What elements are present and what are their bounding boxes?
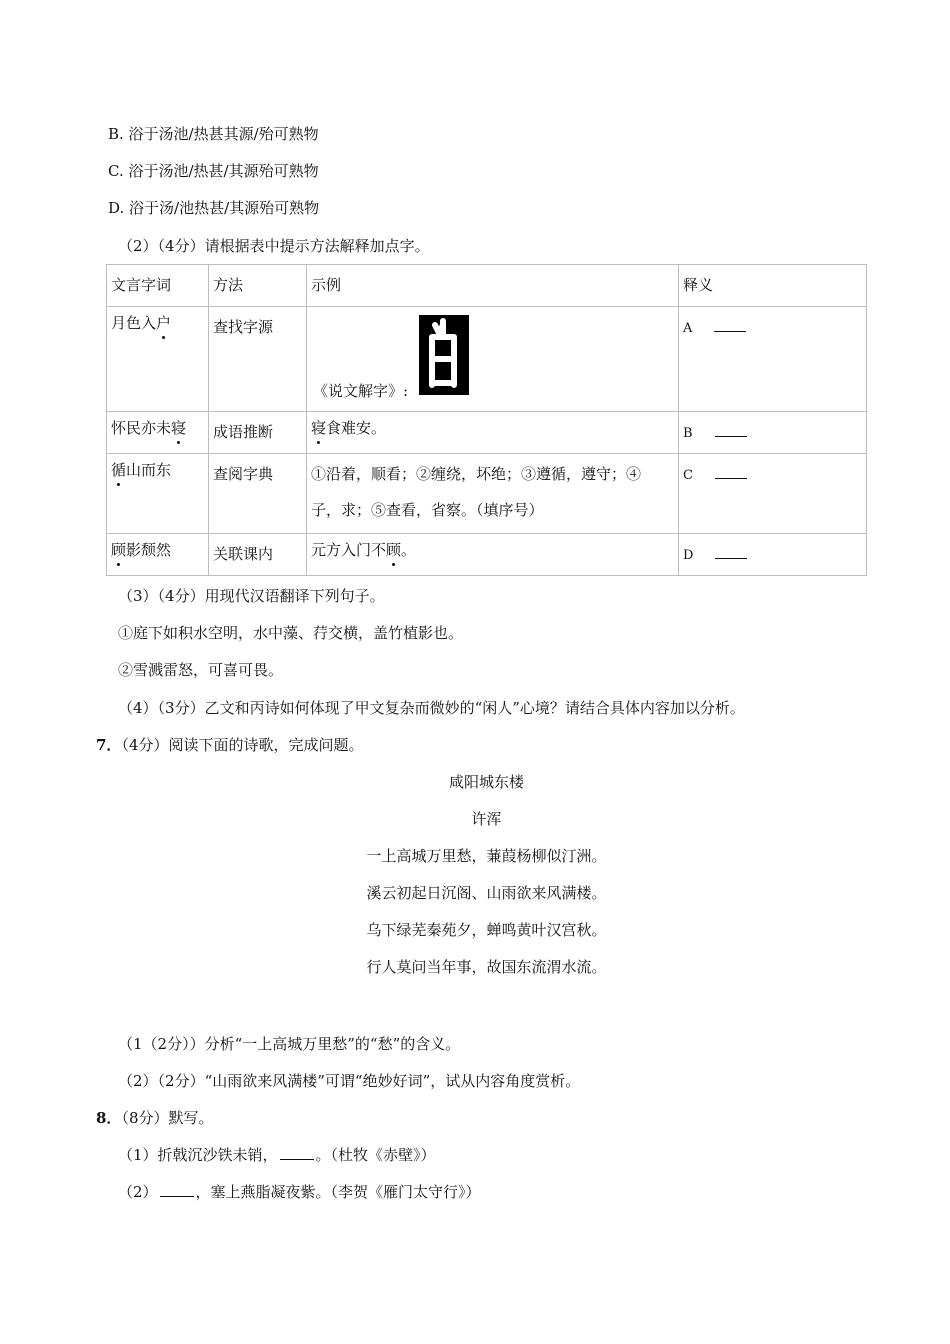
table-row [107, 307, 867, 412]
answer-blank-b [715, 424, 747, 437]
poem-line: 行人莫问当年事，故国东流渭水流。 [366, 958, 607, 976]
answer-blank-d [715, 546, 747, 559]
word-cell: 循山而东 [107, 454, 209, 534]
explanation-table [106, 264, 867, 576]
answer-blank-a [714, 319, 746, 332]
q8-sub1: （1）折戟沉沙铁未销， 。（杜牧《赤壁》） [118, 1146, 436, 1164]
table-row [107, 534, 867, 576]
table-row [107, 454, 867, 534]
example-cell [307, 307, 679, 412]
header-cell: 释义 [679, 265, 867, 307]
dotted-char: 寝 [311, 419, 327, 437]
option-d: D. 浴于汤/池热甚/其源殆可熟物 [108, 199, 320, 217]
dotted-char: 顾 [111, 541, 127, 559]
translate-sentence-1: ①庭下如积水空明，水中藻、荇交横，盖竹植影也。 [118, 624, 464, 642]
table-row [107, 412, 867, 454]
q7-sub2: （2）（2分）“山雨欲来风满楼”可谓“绝妙好词”，试从内容角度赏析。 [118, 1072, 581, 1090]
poem-title: 咸阳城东楼 [448, 773, 524, 791]
question-7: 7．（4分）阅读下面的诗歌，完成问题。 [96, 736, 364, 754]
option-c: C. 浴于汤池/热甚/其源殆可熟物 [108, 162, 319, 180]
poem-author: 许浑 [471, 810, 502, 828]
answer-cell: C [679, 454, 867, 534]
q6-part4-prompt: （4）（3分）乙文和丙诗如何体现了甲文复杂而微妙的“闲人”心境？请结合具体内容加以分析。 [118, 699, 745, 717]
poem-line: 一上高城万里愁，蒹葭杨柳似汀洲。 [366, 847, 607, 865]
fill-blank[interactable] [280, 1145, 314, 1160]
poem-line: 溪云初起日沉阁、山雨欲来风满楼。 [366, 884, 607, 902]
q6-part3-prompt: （3）（4分）用现代汉语翻译下列句子。 [118, 587, 385, 605]
dotted-char: 户 [156, 314, 172, 332]
q8-sub2: （2） ，塞上燕脂凝夜紫。（李贺《雁门太守行》） [118, 1183, 481, 1201]
example-cell: ①沿着，顺看；②缠绕，坏绝；③遵循，遵守；④ 子，求；⑤查看，省察。（填序号） [307, 454, 679, 534]
q6-part2-prompt: （2）（4分）请根据表中提示方法解释加点字。 [118, 237, 430, 255]
translate-sentence-2: ②雪溅雷怒，可喜可畏。 [118, 661, 284, 679]
option-b: B. 浴于汤池/热甚其源/殆可熟物 [108, 125, 319, 143]
table-header-row [107, 265, 867, 307]
example-cell: 元方入门不顾。 [307, 534, 679, 576]
header-cell: 示例 [307, 265, 679, 307]
word-cell: 月色入户 [107, 307, 209, 412]
word-cell: 怀民亦未寝 [107, 412, 209, 454]
poem-line: 乌下绿芜秦苑夕，蝉鸣黄叶汉宫秋。 [366, 921, 607, 939]
example-cell: 寝食难安。 [307, 412, 679, 454]
q7-sub1: （1（2分））分析“一上高城万里愁”的“愁”的含义。 [118, 1035, 461, 1053]
example-source: 《说文解字》: [313, 382, 409, 400]
method-cell: 查阅字典 [209, 454, 307, 534]
answer-blank-c [715, 466, 747, 479]
dotted-char: 寝 [171, 419, 187, 437]
method-cell: 查找字源 [209, 307, 307, 412]
dotted-char: 顾 [386, 541, 402, 559]
ancient-seal-character-icon [419, 315, 469, 395]
question-8: 8．（8分）默写。 [96, 1109, 214, 1127]
dotted-char: 循 [111, 461, 127, 479]
answer-cell: A [679, 307, 867, 412]
header-cell: 文言字词 [107, 265, 209, 307]
fill-blank[interactable] [160, 1182, 194, 1197]
answer-cell: D [679, 534, 867, 576]
header-cell: 方法 [209, 265, 307, 307]
method-cell: 成语推断 [209, 412, 307, 454]
answer-cell: B [679, 412, 867, 454]
method-cell: 关联课内 [209, 534, 307, 576]
word-cell: 顾影颓然 [107, 534, 209, 576]
